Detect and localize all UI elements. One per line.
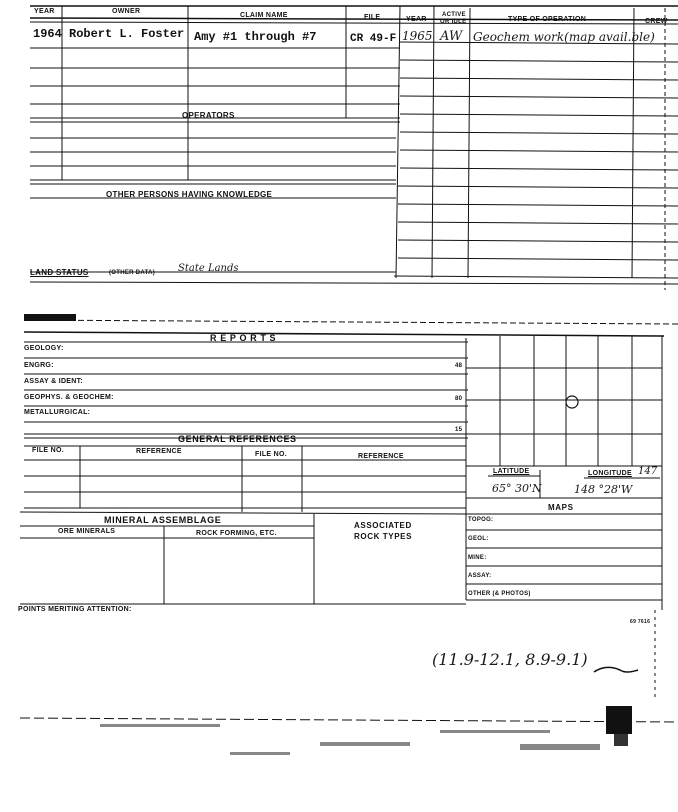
header-file: FILE xyxy=(364,14,381,21)
report-engrg: ENGRG: xyxy=(24,362,54,369)
report-metallurgical: METALLURGICAL: xyxy=(24,409,91,416)
header-year-2: YEAR xyxy=(406,16,427,23)
latitude-value: 65° 30'N xyxy=(492,482,542,495)
maps-title: MAPS xyxy=(548,503,574,512)
general-references-title: GENERAL REFERENCES xyxy=(178,434,297,444)
form-number: 69 7616 xyxy=(630,619,651,625)
header-type-of-operation: TYPE OF OPERATION xyxy=(508,16,587,23)
ref-header-reference-2: REFERENCE xyxy=(358,453,404,460)
latitude-label: LATITUDE xyxy=(493,468,530,475)
report-engrg-num: 48 xyxy=(455,363,463,369)
land-status-sub: (OTHER DATA) xyxy=(109,270,156,276)
ref-header-reference-1: REFERENCE xyxy=(136,448,182,455)
land-status-label: LAND STATUS xyxy=(30,268,89,277)
entry-claim-name: Amy #1 through #7 xyxy=(194,30,317,44)
operators-label: OPERATORS xyxy=(182,111,235,120)
ore-minerals-label: ORE MINERALS xyxy=(58,528,116,535)
handwritten-note: (11.9-12.1, 8.9-9.1) xyxy=(432,650,588,669)
header-or-idle: OR IDLE xyxy=(440,19,467,25)
maps-topog: TOPOG: xyxy=(468,517,494,523)
rock-types-label: ROCK TYPES xyxy=(354,532,413,541)
reports-title: R E P O R T S xyxy=(210,333,277,343)
entry-year-handwritten: 1965 xyxy=(402,29,433,43)
report-num-15: 15 xyxy=(455,427,463,433)
report-geophys-num: 80 xyxy=(455,396,463,402)
entry-file: CR 49-F xyxy=(350,33,397,45)
header-year: YEAR xyxy=(34,8,55,15)
maps-other: OTHER (& PHOTOS) xyxy=(468,591,531,597)
header-crew: CREW xyxy=(645,18,668,25)
longitude-value: 148 °28'W xyxy=(574,483,633,496)
header-owner: OWNER xyxy=(112,8,141,15)
header-claim-name: CLAIM NAME xyxy=(240,12,288,19)
longitude-label: LONGITUDE xyxy=(588,470,632,477)
report-assay: ASSAY & IDENT: xyxy=(24,378,84,385)
ref-header-file-no-2: FILE NO. xyxy=(255,451,287,458)
land-status-value: State Lands xyxy=(178,263,239,274)
maps-mine: MINE: xyxy=(468,555,487,561)
maps-geol: GEOL: xyxy=(468,536,489,542)
entry-year-owner: 1964 Robert L. Foster xyxy=(33,27,185,41)
ref-header-file-no-1: FILE NO. xyxy=(32,447,64,454)
maps-assay: ASSAY: xyxy=(468,573,492,579)
report-geology: GEOLOGY: xyxy=(24,345,64,352)
associated-label: ASSOCIATED xyxy=(354,521,412,530)
mineral-assemblage-title: MINERAL ASSEMBLAGE xyxy=(104,515,222,525)
header-active: ACTIVE xyxy=(442,12,466,18)
longitude-extra: 147 xyxy=(638,466,658,477)
rock-forming-label: ROCK FORMING, ETC. xyxy=(196,530,277,537)
other-persons-label: OTHER PERSONS HAVING KNOWLEDGE xyxy=(106,190,273,199)
points-meriting-label: POINTS MERITING ATTENTION: xyxy=(18,606,132,613)
entry-operation: Geochem work(map avail.ble) xyxy=(473,30,655,44)
report-geophys: GEOPHYS. & GEOCHEM: xyxy=(24,394,114,401)
entry-active-idle: AW xyxy=(440,29,463,44)
